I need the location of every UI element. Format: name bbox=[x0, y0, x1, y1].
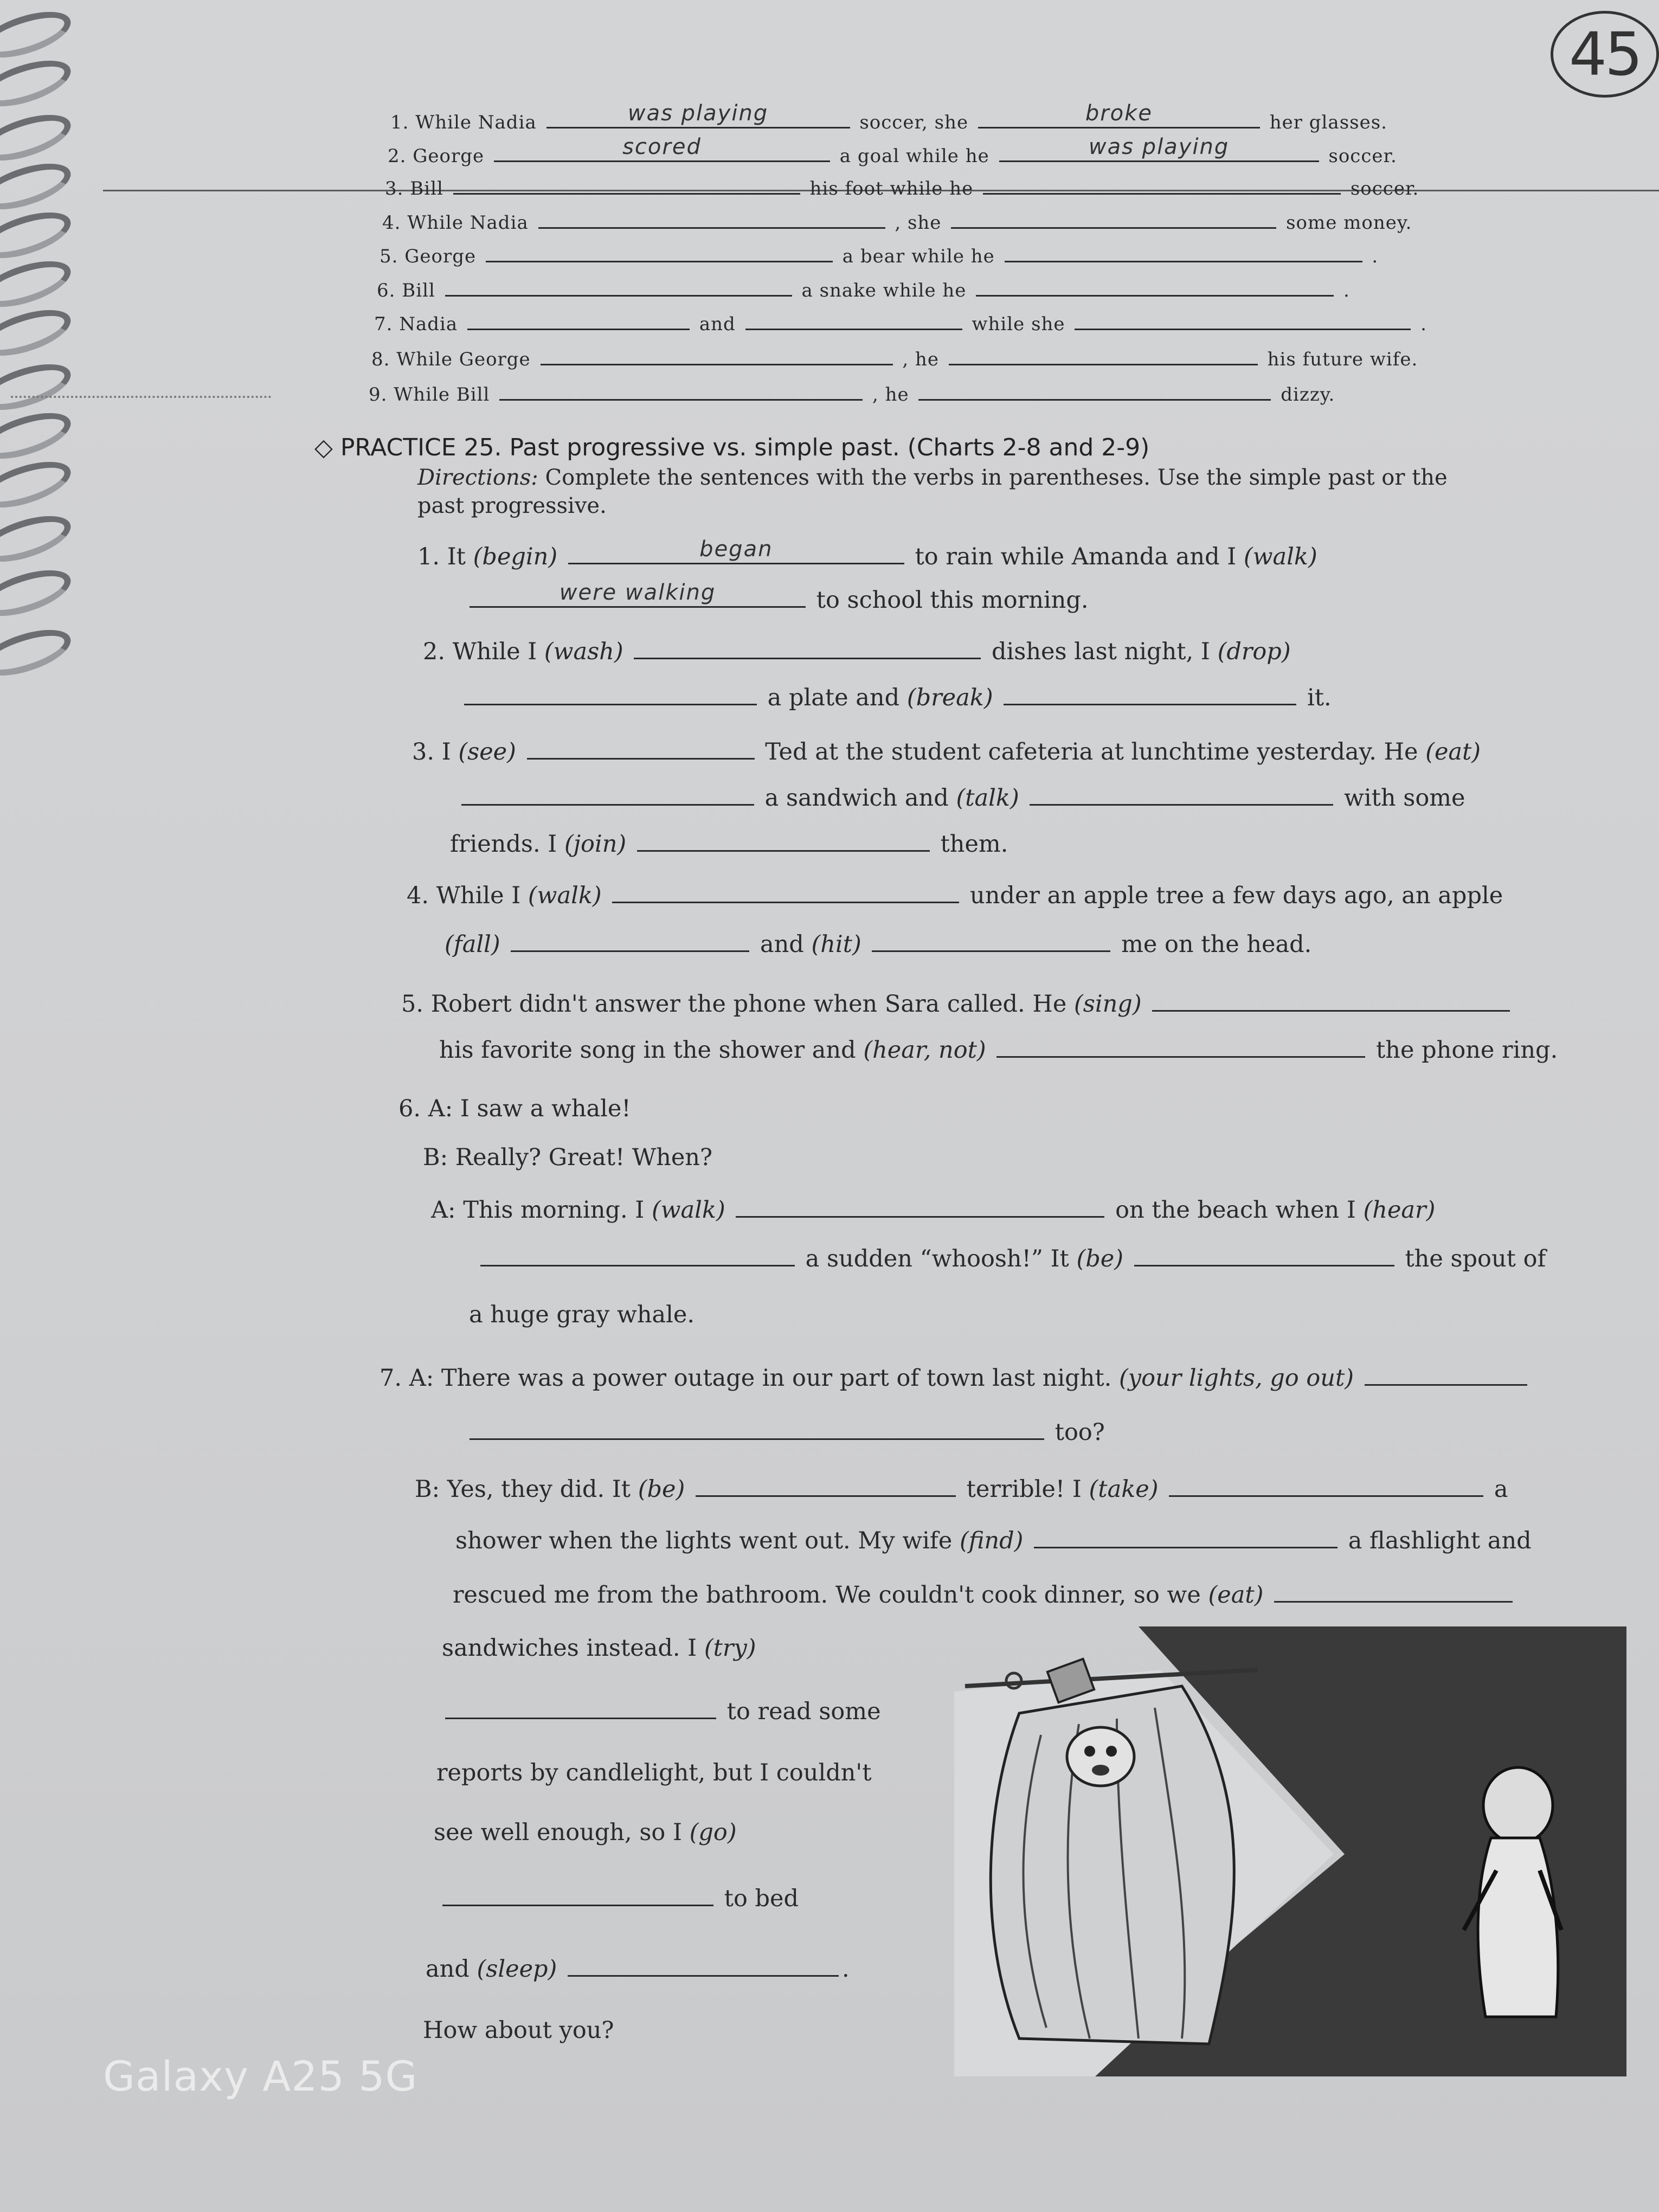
item-7-line-12: How about you? bbox=[423, 2017, 614, 2044]
answer-blank[interactable]: scored bbox=[494, 142, 830, 162]
part1-row-3: 3. Bill his foot while he soccer. bbox=[385, 175, 1419, 200]
answer-blank[interactable]: broke bbox=[978, 108, 1260, 128]
answer-blank[interactable] bbox=[1075, 310, 1411, 330]
answer-blank[interactable] bbox=[637, 827, 930, 852]
answer-blank[interactable] bbox=[568, 1952, 839, 1977]
item-1-line-1: 1. It (begin) began to rain while Amanda and I (walk) bbox=[417, 537, 1317, 570]
answer-blank[interactable] bbox=[1005, 242, 1362, 262]
answer-blank[interactable]: was playing bbox=[546, 108, 850, 128]
item-2-line-1: 2. While I (wash) dishes last night, I (drop) bbox=[423, 634, 1291, 665]
page-number: 45 bbox=[1551, 11, 1659, 98]
item-6-line-1: 6. A: I saw a whale! bbox=[398, 1095, 631, 1122]
answer-blank[interactable] bbox=[951, 209, 1276, 229]
item-7-line-1: 7. A: There was a power outage in our part of town last night. (your lights, go out) bbox=[380, 1361, 1531, 1392]
item-7-line-2: too? bbox=[466, 1415, 1105, 1446]
margin-dotted-line bbox=[11, 396, 271, 398]
answer-blank[interactable] bbox=[470, 1415, 1044, 1440]
item-7-line-7: to read some bbox=[442, 1694, 881, 1725]
item-7-line-5: rescued me from the bathroom. We couldn't cook dinner, so we (eat) bbox=[453, 1578, 1516, 1609]
part1-row-8: 8. While George , he his future wife. bbox=[371, 345, 1418, 370]
part1-row-2: 2. George scored a goal while he was playing soccer. bbox=[388, 134, 1397, 167]
item-7-line-9: see well enough, so I (go) bbox=[434, 1819, 737, 1846]
item-3-line-2: a sandwich and (talk) with some bbox=[458, 781, 1465, 812]
item-7-line-4: shower when the lights went out. My wife (find) a flashlight and bbox=[455, 1523, 1532, 1554]
part1-row-1: 1. While Nadia was playing soccer, she broke her glasses. bbox=[390, 101, 1387, 133]
item-6-line-2: B: Really? Great! When? bbox=[423, 1144, 713, 1171]
answer-blank[interactable] bbox=[1034, 1523, 1338, 1548]
answer-blank[interactable] bbox=[1274, 1578, 1513, 1603]
item-3-line-1: 3. I (see) Ted at the student cafeteria at lunchtime yesterday. He (eat) bbox=[412, 735, 1481, 766]
answer-blank[interactable] bbox=[634, 634, 981, 659]
answer-blank[interactable] bbox=[949, 345, 1258, 365]
answer-blank[interactable] bbox=[1365, 1361, 1527, 1386]
item-7-line-11: and (sleep) . bbox=[426, 1952, 850, 1983]
item-2-line-2: a plate and (break) it. bbox=[461, 680, 1332, 711]
answer-blank[interactable] bbox=[983, 175, 1341, 195]
item-5-line-1: 5. Robert didn't answer the phone when Sara called. He (sing) bbox=[401, 987, 1513, 1018]
part1-row-6: 6. Bill a snake while he . bbox=[377, 276, 1350, 301]
answer-blank[interactable] bbox=[736, 1193, 1104, 1218]
answer-blank[interactable] bbox=[527, 735, 755, 760]
part1-row-5: 5. George a bear while he . bbox=[380, 242, 1378, 267]
answer-blank[interactable] bbox=[541, 345, 893, 365]
directions: Directions: Complete the sentences with the verbs in parentheses. Use the simple past or the past progressive. bbox=[417, 465, 1448, 518]
answer-blank[interactable] bbox=[480, 1242, 795, 1266]
item-7-line-6: sandwiches instead. I (try) bbox=[442, 1635, 756, 1662]
answer-blank[interactable] bbox=[918, 381, 1271, 401]
answer-blank[interactable] bbox=[1134, 1242, 1394, 1266]
answer-blank[interactable]: began bbox=[568, 539, 904, 564]
spiral-binding bbox=[0, 0, 76, 705]
answer-blank[interactable] bbox=[1152, 987, 1510, 1012]
item-6-line-5: a huge gray whale. bbox=[469, 1301, 695, 1328]
answer-blank[interactable] bbox=[696, 1472, 956, 1497]
item-4-line-2: (fall) and (hit) me on the head. bbox=[445, 927, 1311, 958]
item-6-line-3: A: This morning. I (walk) on the beach when I (hear) bbox=[431, 1193, 1435, 1224]
item-7-line-8: reports by candlelight, but I couldn't bbox=[436, 1759, 872, 1786]
item-1-line-2: were walking to school this morning. bbox=[466, 583, 1089, 614]
item-4-line-1: 4. While I (walk) under an apple tree a few days ago, an apple bbox=[407, 878, 1503, 909]
answer-blank[interactable] bbox=[486, 242, 833, 262]
item-3-line-3: friends. I (join) them. bbox=[450, 827, 1008, 858]
answer-blank[interactable] bbox=[996, 1033, 1365, 1058]
answer-blank[interactable] bbox=[445, 276, 792, 297]
item-5-line-2: his favorite song in the shower and (hear, not) the phone ring. bbox=[439, 1033, 1558, 1064]
item-7-line-3: B: Yes, they did. It (be) terrible! I (take) a bbox=[415, 1472, 1508, 1503]
part1-row-4: 4. While Nadia , she some money. bbox=[382, 209, 1412, 234]
answer-blank[interactable]: were walking bbox=[470, 583, 806, 608]
answer-blank[interactable] bbox=[511, 927, 749, 952]
part1-row-7: 7. Nadia and while she . bbox=[374, 310, 1427, 335]
answer-blank[interactable] bbox=[612, 878, 959, 903]
answer-blank[interactable] bbox=[499, 381, 863, 401]
answer-blank[interactable] bbox=[1169, 1472, 1483, 1497]
item-6-line-4: a sudden “whoosh!” It (be) the spout of bbox=[477, 1242, 1546, 1272]
answer-blank[interactable] bbox=[872, 927, 1110, 952]
answer-blank[interactable] bbox=[1030, 781, 1333, 806]
answer-blank[interactable] bbox=[467, 310, 690, 330]
camera-watermark: Galaxy A25 5G bbox=[103, 2052, 418, 2100]
answer-blank[interactable] bbox=[464, 680, 757, 705]
shower-illustration bbox=[954, 1626, 1626, 2076]
answer-blank[interactable] bbox=[538, 209, 885, 229]
answer-blank[interactable] bbox=[445, 1694, 716, 1719]
answer-blank[interactable]: was playing bbox=[999, 142, 1319, 162]
answer-blank[interactable] bbox=[976, 276, 1334, 297]
answer-blank[interactable] bbox=[1004, 680, 1296, 705]
answer-blank[interactable] bbox=[745, 310, 962, 330]
answer-blank[interactable] bbox=[453, 175, 800, 195]
answer-blank[interactable] bbox=[461, 781, 754, 806]
practice-heading: ◇ PRACTICE 25. Past progressive vs. simple past. (Charts 2-8 and 2-9) bbox=[314, 434, 1150, 461]
answer-blank[interactable] bbox=[442, 1881, 713, 1906]
item-7-line-10: to bed bbox=[439, 1881, 799, 1912]
part1-row-9: 9. While Bill , he dizzy. bbox=[369, 381, 1335, 406]
